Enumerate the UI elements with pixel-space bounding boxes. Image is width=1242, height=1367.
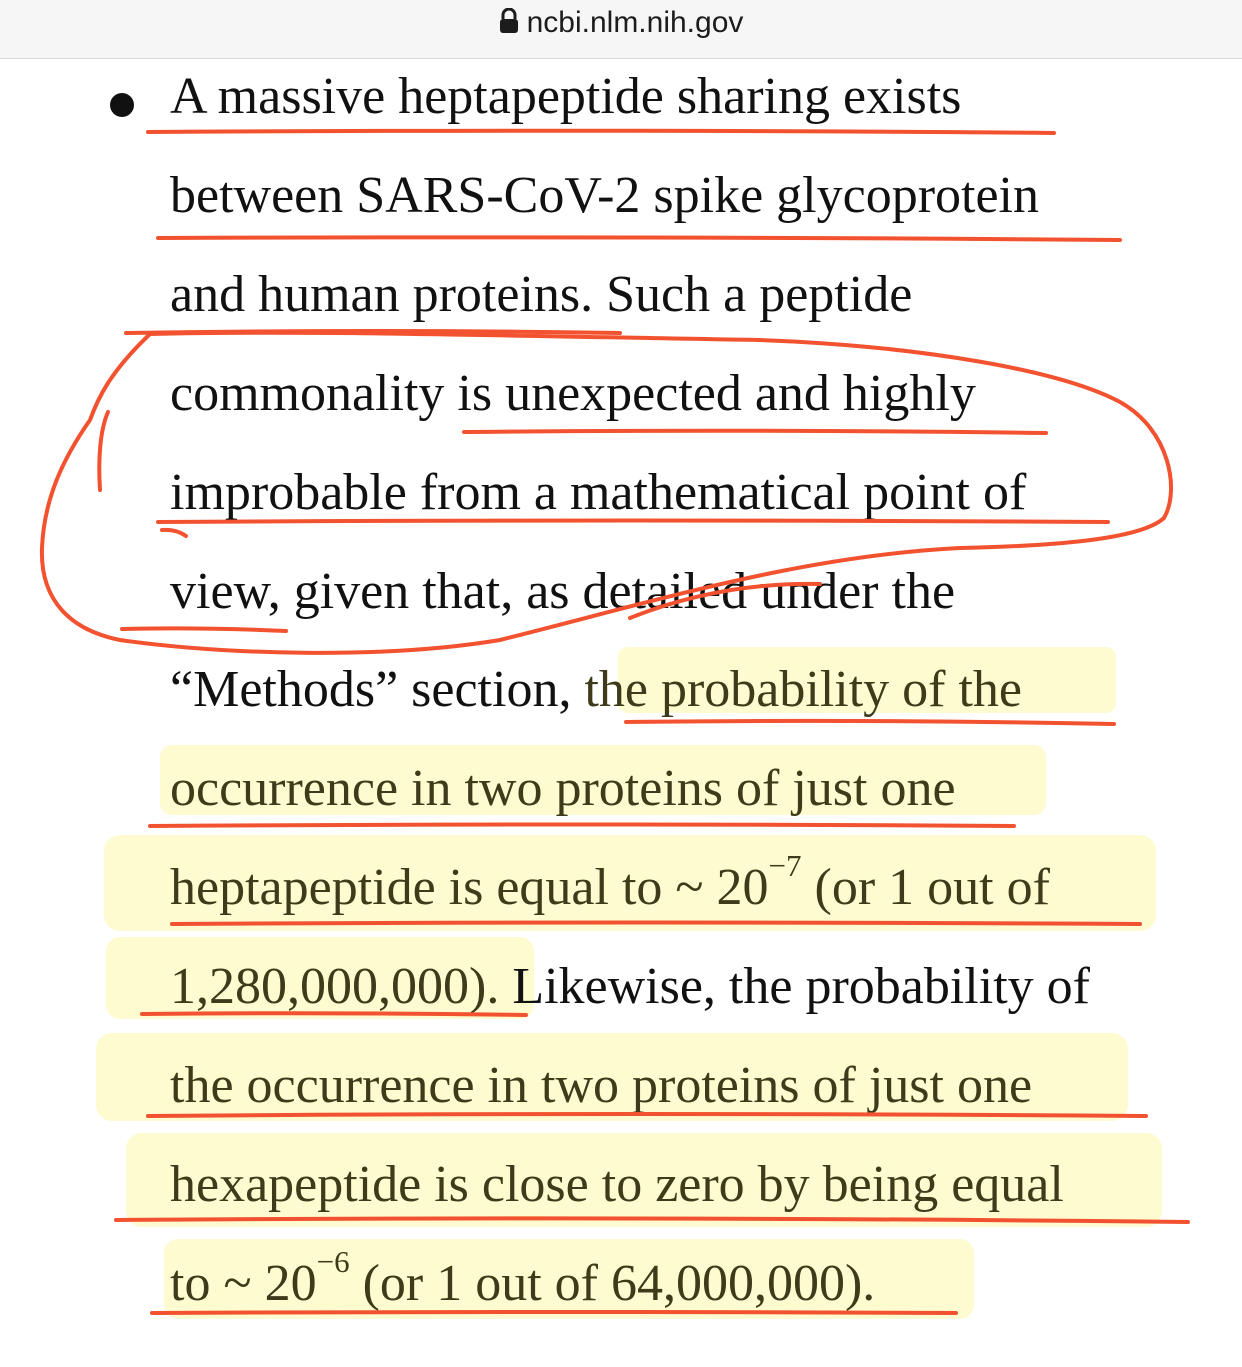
highlighted-text: hexapeptide is close to zero by being equal xyxy=(170,1156,1064,1213)
text-run: Likewise, the probability of xyxy=(499,958,1090,1015)
exponent: −6 xyxy=(316,1243,350,1279)
text-run: “Methods” section, xyxy=(170,661,585,718)
highlighted-text: occurrence in two proteins of just one xyxy=(170,760,956,817)
exponent: −7 xyxy=(768,847,802,883)
highlighted-text: the probability of the xyxy=(584,661,1023,718)
list-bullet xyxy=(110,93,134,117)
address-bar[interactable] xyxy=(0,0,1242,59)
text-line: A massive heptapeptide sharing exists xyxy=(170,68,962,125)
url-display[interactable] xyxy=(0,6,1242,42)
text-line: commonality is unexpected and highly xyxy=(170,365,976,422)
text-line xyxy=(170,660,1022,720)
text-run: (or 1 out of xyxy=(801,859,1050,916)
highlighted-text xyxy=(170,1243,876,1314)
text-line: between SARS-CoV-2 spike glycoprotein xyxy=(170,167,1039,224)
text-run: (or 1 out of 64,000,000). xyxy=(349,1255,876,1312)
highlighted-text: 1,280,000,000). xyxy=(170,958,500,1015)
lock-icon xyxy=(499,8,519,42)
text-line: and human proteins. Such a peptide xyxy=(170,266,913,323)
article-body xyxy=(0,59,1242,1367)
highlighted-text xyxy=(170,847,1050,918)
text-run: to ~ 20 xyxy=(170,1255,317,1312)
text-line xyxy=(170,957,1090,1017)
text-run: heptapeptide is equal to ~ 20 xyxy=(170,859,769,916)
text-line: improbable from a mathematical point of xyxy=(170,464,1027,521)
text-line: view, given that, as detailed under the xyxy=(170,563,956,620)
highlighted-text: the occurrence in two proteins of just one xyxy=(170,1057,1033,1114)
url-text: ncbi.nlm.nih.gov xyxy=(526,6,744,39)
